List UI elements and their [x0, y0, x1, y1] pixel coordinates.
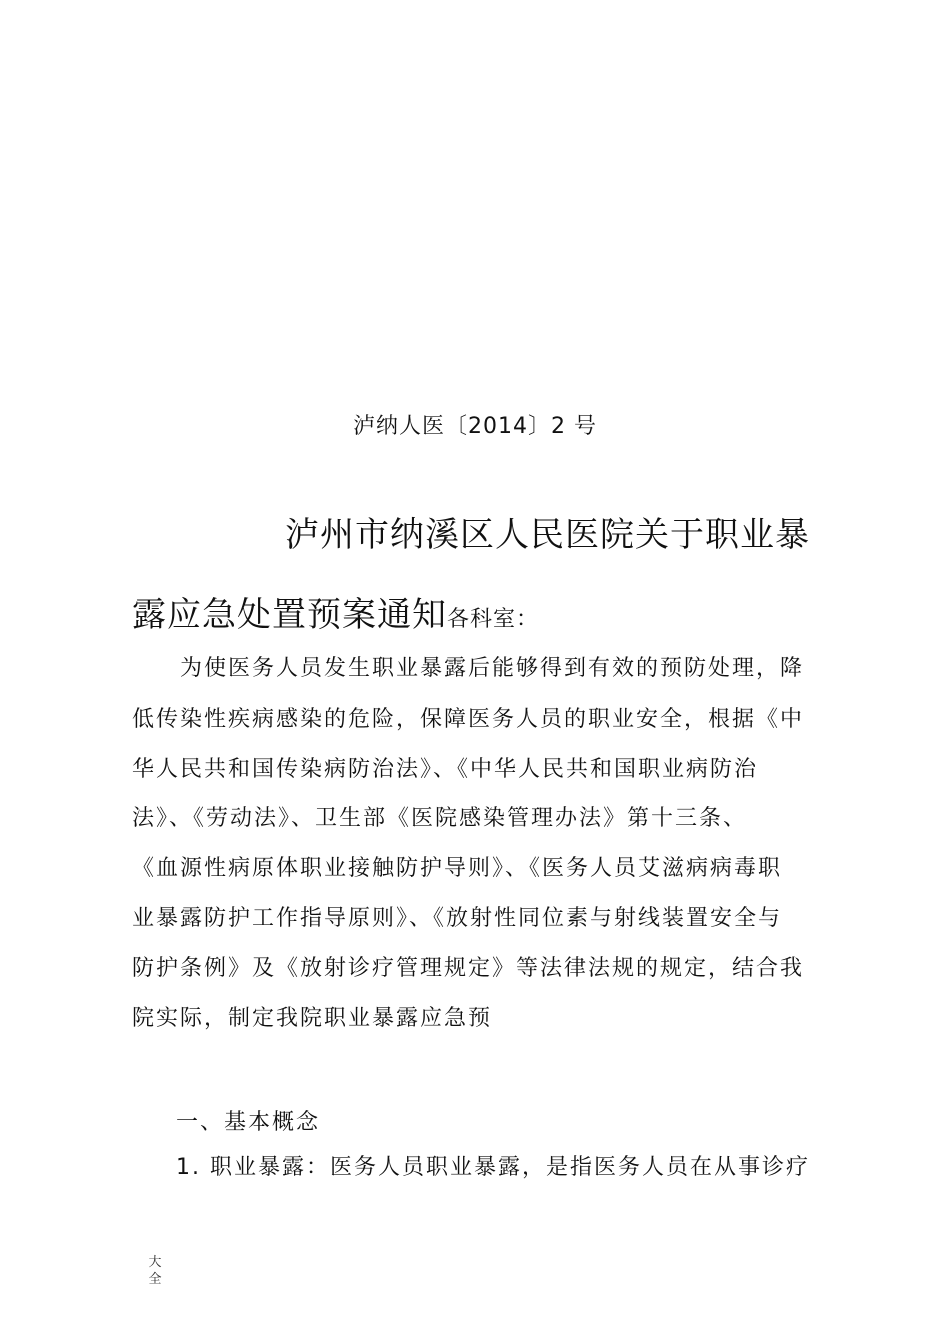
- paragraph-line-6: 业暴露防护工作指导原则》、《放射性同位素与射线装置安全与: [132, 906, 783, 931]
- list-item-occupational-exposure: 1. 职业暴露：医务人员职业暴露，是指医务人员在从事诊疗: [176, 1155, 810, 1180]
- paragraph-line-3: 华人民共和国传染病防治法》、《中华人民共和国职业病防治: [132, 757, 759, 782]
- paragraph-line-1: 为使医务人员发生职业暴露后能够得到有效的预防处理，降: [180, 656, 805, 681]
- footer-mark: [146, 1254, 164, 1288]
- notice-title-line-1: 泸州市纳溪区人民医院关于职业暴: [285, 515, 810, 555]
- addressee: 各科室：: [447, 607, 540, 632]
- notice-title-line-2: [132, 590, 539, 645]
- footer-mark-top: 大: [148, 1255, 162, 1270]
- paragraph-line-7: 防护条例》及《放射诊疗管理规定》等法律法规的规定，结合我: [132, 956, 805, 981]
- paragraph-line-8: 院实际，制定我院职业暴露应急预: [132, 1006, 493, 1031]
- paragraph-line-2: 低传染性疾病感染的危险，保障医务人员的职业安全，根据《中: [132, 707, 805, 732]
- paragraph-line-4: 法》、《劳动法》、卫生部《医院感染管理办法》第十三条、: [132, 806, 748, 831]
- document-number: 泸纳人医〔2014〕2 号: [353, 414, 597, 439]
- notice-title-line-2-text: 露应急处置预案通知: [132, 595, 447, 635]
- footer-mark-bottom: 全: [148, 1272, 162, 1287]
- section-heading-basic-concepts: 一、基本概念: [176, 1110, 321, 1135]
- paragraph-line-5: 《血源性病原体职业接触防护导则》、《医务人员艾滋病病毒职: [132, 856, 783, 881]
